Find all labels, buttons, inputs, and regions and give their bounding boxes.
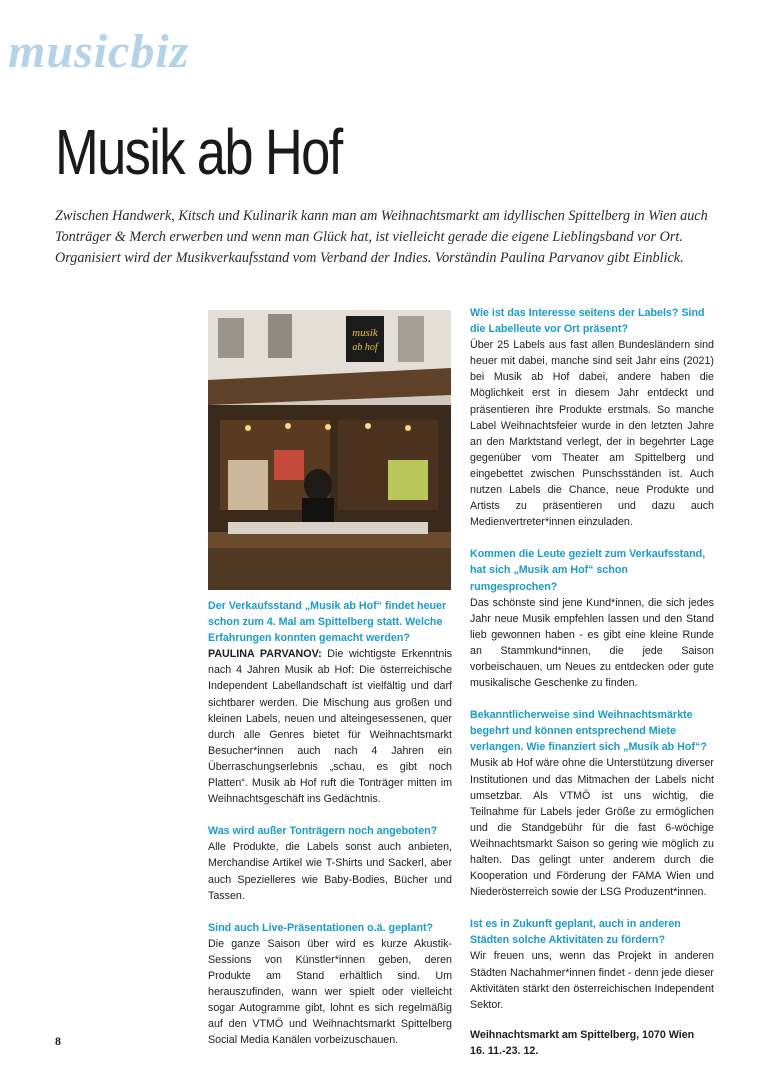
- question-6: Bekanntlicherweise sind Weihnachtsmärkte begehrt und können entsprechend Miete verlangen. Wie finanziert sich „Musik ab Hof“?: [470, 709, 707, 754]
- interviewee-name: PAULINA PARVANOV:: [208, 648, 322, 661]
- stand-sign-text-line2: ab hof: [352, 342, 378, 353]
- question-3: Sind auch Live-Präsentationen o.ä. geplant?: [208, 921, 434, 934]
- question-5: Kommen die Leute gezielt zum Verkaufsstand, hat sich „Musik am Hof“ schon rumgesprochen?: [470, 548, 706, 593]
- market-stand-illustration: [208, 310, 451, 590]
- answer-3: Die ganze Saison über wird es kurze Akustik-Sessions von Künstler*innen geben, deren Produkte am Stand erhältlich sind. Um herauszufinden, wann wer spielt oder vielleicht sogar Autogramme gibt, lohnt es sich regelmäßig auf den VTMÖ und Weihnachtsmarkt Spittelberg Social Media Kanälen vorbeizuschauen.: [208, 937, 452, 1047]
- event-dates: 16. 11.-23. 12.: [470, 1044, 539, 1057]
- answer-1: [208, 646, 452, 807]
- magazine-section-brand: musicbiz: [8, 25, 190, 78]
- article-title: Musik ab Hof: [55, 116, 342, 188]
- question-2: Was wird außer Tonträgern noch angeboten?: [208, 825, 438, 838]
- answer-2: Alle Produkte, die Labels sonst auch anbieten, Merchandise Artikel wie T-Shirts und Sackerl, aber auch Spezielleres wie Baby-Bodies, Bücher und Tassen.: [208, 841, 452, 902]
- answer-4: Über 25 Labels aus fast allen Bundesländern sind heuer mit dabei, manche sind seit Jahr eins (2021) bei Musik ab Hof dabei, andere haben die Möglichkeit erst in diesem Jahr entdeckt und präsentieren ihre Produkte erstmals. So manche Label Weihnachtsfeier wurde in den letzten Jahre an den Marktstand verlegt, der in begehrter Lage gegenüber vom Theater am Spittelberg und eingebettet zwischen Punschsständen ist. Auch nutzen Labels die Chance, neue Produkte und Artists zu präsentieren und dazu auch Medienvertreter*innen einzuladen.: [470, 339, 714, 529]
- question-4: Wie ist das Interesse seitens der Labels? Sind die Labelleute vor Ort präsent?: [470, 307, 705, 336]
- market-stand-photo: [208, 310, 451, 590]
- event-location: Weihnachtsmarkt am Spittelberg, 1070 Wien: [470, 1028, 695, 1041]
- question-7: Ist es in Zukunft geplant, auch in anderen Städten solche Aktivitäten zu fördern?: [470, 918, 681, 947]
- answer-7: Wir freuen uns, wenn das Projekt in anderen Städten Nachahmer*innen findet - denn jede dieser Aktivitäten stärkt den österreichischen Independent Sektor.: [470, 950, 714, 1011]
- answer-5: Das schönste sind jene Kund*innen, die sich jedes Jahr neue Musik empfehlen lassen und den Stand lieb gewonnen haben - es gibt eine kleine Runde an Stammkund*innen, die jede Saison vorbeischauen, um Neues zu entdecken oder gute musikalische Geschenke zu finden.: [470, 596, 714, 690]
- article-lead: Zwischen Handwerk, Kitsch und Kulinarik kann man am Weihnachtsmarkt am idyllischen Spittelberg in Wien auch Tonträger & Merch erwerben und wenn man Glück hat, ist vielleicht gerade die eigene Lieblingsband vor Ort. Organisiert wird der Musikverkaufsstand vom Verband der Indies. Vorständin Paulina Parvanov gibt Einblick.: [55, 208, 708, 266]
- answer-1-text: Die wichtigste Erkenntnis nach 4 Jahren Musik ab Hof: Die österreichische Independent Labellandschaft ist vielfältig und darf sichtbarer werden. Die Mischung aus großen und kleinen Labels, neuen und alteingesessenen, quer durch alle Genres bietet für Weihnachtsmarkt Besucher*innen auch nach 4 Jahren ein Überraschungserlebnis „schau, es gibt noch Platten“. Musik ab Hof ruft die Tonträger mitten im Weihnachtsgeschäft ins Gedächtnis.: [208, 648, 452, 806]
- answer-6: Musik ab Hof wäre ohne die Unterstützung diverser Institutionen und das Mitmachen der Labels nicht umsetzbar. Als VTMÖ ist uns wichtig, die Teilnahme für Labels jeder Größe zu ermöglichen und die Standgebühr für die fast 6-wöchige Weihnachtsmarkt Saison so gering wie möglich zu halten. Das gelingt unter anderem durch die Kooperation und Förderung der FAMA Wien und Niederösterreich sowie der LSG Produzent*innen.: [470, 757, 714, 899]
- left-column: [208, 598, 452, 1064]
- stand-sign-text-line1: musik: [352, 327, 378, 339]
- right-column: [470, 305, 714, 1059]
- question-1: Der Verkaufsstand „Musik ab Hof“ findet heuer schon zum 4. Mal am Spittelberg statt. Welche Erfahrungen konnten gemacht werden?: [208, 600, 447, 645]
- page-number: 8: [55, 1034, 61, 1048]
